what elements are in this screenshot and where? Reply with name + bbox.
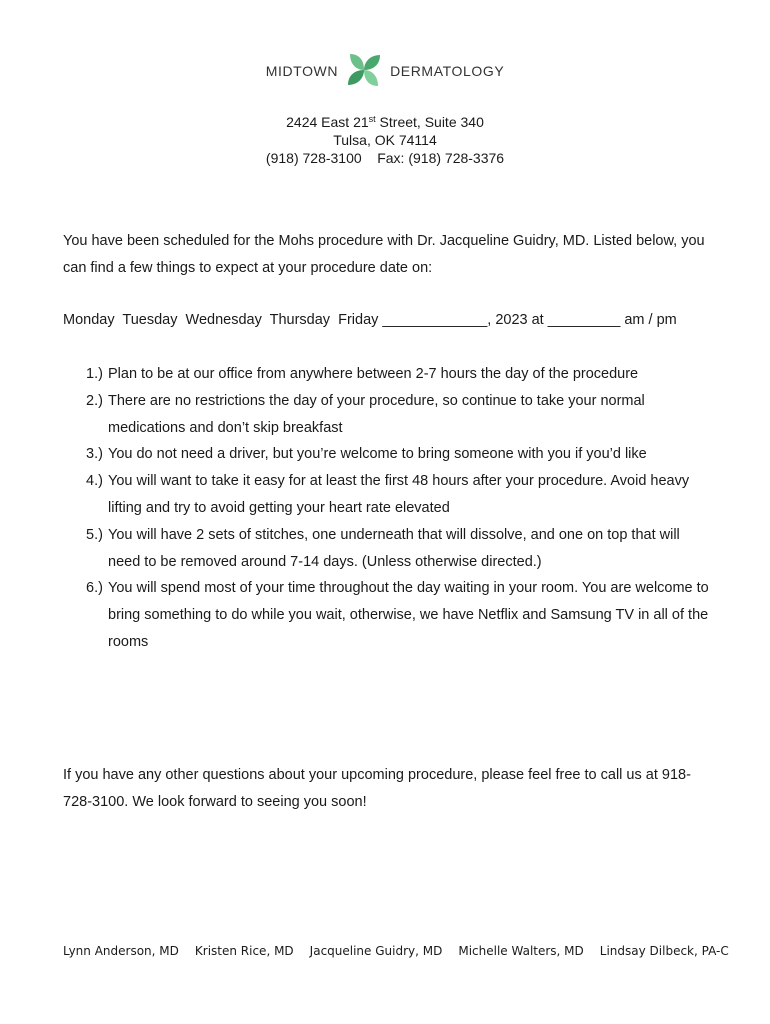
list-item-number: 5.) bbox=[86, 526, 103, 543]
list-item-text: You will have 2 sets of stitches, one underneath that will dissolve, and one on top that will need to be removed around 7-14 days. (Unless otherwise directed.) bbox=[108, 526, 680, 570]
provider-name: Michelle Walters, MD bbox=[458, 944, 584, 958]
list-item bbox=[86, 522, 716, 576]
provider-name: Lynn Anderson, MD bbox=[63, 944, 179, 958]
leaf-cluster-icon bbox=[344, 50, 384, 90]
list-item-number: 3.) bbox=[86, 446, 103, 463]
list-item-number: 1.) bbox=[86, 366, 103, 382]
address-street-number: 2424 East 21 bbox=[286, 114, 369, 130]
logo-word-dermatology: dermatology bbox=[390, 59, 505, 81]
address-city: Tulsa, OK 74114 bbox=[333, 132, 437, 148]
address-street-rest: Street, Suite 340 bbox=[375, 114, 484, 130]
provider-name: Jacqueline Guidry, MD bbox=[309, 944, 443, 958]
provider-name: Kristen Rice, MD bbox=[194, 944, 294, 958]
list-item bbox=[86, 388, 716, 442]
provider-footer bbox=[63, 944, 743, 958]
list-item-text: There are no restrictions the day of your procedure, so continue to take your normal medications and don’t skip breakfast bbox=[108, 392, 645, 436]
list-item-number: 6.) bbox=[86, 580, 103, 597]
list-item-text: You will spend most of your time throughout the day waiting in your room. You are welcome to bring something to do while you wait, otherwise, we have Netflix and Samsung TV in all of the rooms bbox=[108, 580, 709, 650]
list-item-number: 2.) bbox=[86, 392, 103, 409]
list-item bbox=[86, 361, 716, 388]
closing-paragraph: If you have any other questions about your upcoming procedure, please feel free to call us at 918-728-3100. We look forward to seeing you soon! bbox=[63, 767, 691, 810]
practice-logo bbox=[0, 50, 770, 90]
list-item bbox=[86, 575, 716, 655]
provider-name: Lindsay Dilbeck, PA-C bbox=[599, 944, 729, 958]
list-item bbox=[86, 441, 716, 468]
list-item bbox=[86, 468, 716, 522]
logo-word-midtown: midtown bbox=[265, 59, 339, 81]
address-street bbox=[0, 113, 770, 131]
list-item-text: You do not need a driver, but you’re welcome to bring someone with you if you’d like bbox=[108, 446, 647, 463]
address-phone-fax: (918) 728-3100 Fax: (918) 728-3376 bbox=[265, 150, 505, 166]
schedule-line: Monday Tuesday Wednesday Thursday Friday _____________, 2023 at _________ am / pm bbox=[63, 312, 677, 328]
list-item-text: You will want to take it easy for at least the first 48 hours after your procedure. Avoid heavy lifting and try to avoid getting your heart rate elevated bbox=[108, 473, 690, 516]
intro-paragraph: You have been scheduled for the Mohs procedure with Dr. Jacqueline Guidry, MD. Listed below, you can find a few things to expect at your procedure date on: bbox=[63, 233, 705, 276]
address-ordinal: st bbox=[368, 114, 376, 124]
list-item-text: Plan to be at our office from anywhere between 2-7 hours the day of the procedure bbox=[108, 366, 639, 382]
list-item-number: 4.) bbox=[86, 473, 103, 490]
practice-address bbox=[0, 113, 770, 167]
expectations-list bbox=[86, 361, 716, 656]
